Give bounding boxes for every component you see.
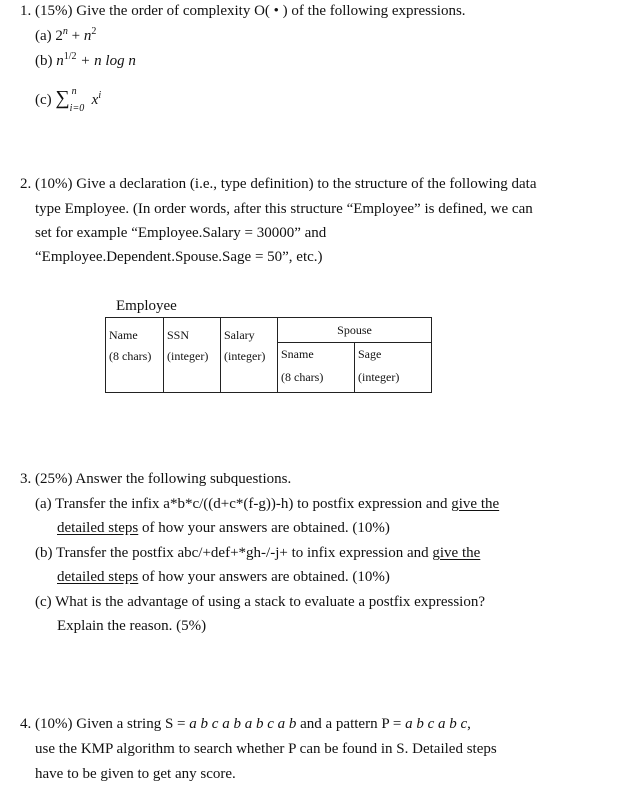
sage-type: (integer) [358, 370, 400, 384]
employee-table-caption: Employee [116, 298, 177, 314]
cell-name [106, 318, 164, 393]
q3-a-underline2: detailed steps [57, 520, 139, 536]
q4-string-s: a b c a b a b c a b [189, 716, 297, 732]
q1-a-exp1: n [62, 26, 68, 37]
cell-sname [278, 343, 355, 393]
cell-ssn [164, 318, 221, 393]
q1-part-c [35, 86, 102, 114]
q1-b-var: n [56, 53, 64, 69]
q4-line3: have to be given to get any score. [35, 766, 236, 782]
spouse-header: Spouse [278, 318, 432, 343]
ssn-type: (integer) [167, 349, 209, 363]
name-header: Name [109, 328, 138, 342]
q3-part-a-line2 [57, 518, 390, 538]
q3-b-text: (b) Transfer the postfix abc/+def+*gh-/-j+ to infix expression and [35, 545, 433, 561]
q1-c-limits [69, 86, 92, 114]
q1-a-exp2: 2 [91, 26, 97, 37]
q4-pattern-p: a b c a b c [405, 716, 468, 732]
q1-c-lower: i=0 [69, 103, 85, 114]
q1-b-exp: 1/2 [63, 51, 77, 62]
sage-header: Sage [358, 347, 382, 361]
employee-table [105, 317, 432, 393]
q3-a-post: of how your answers are obtained. (10%) [138, 520, 390, 536]
q1-c-exp: i [98, 90, 102, 101]
salary-type: (integer) [224, 349, 266, 363]
sname-type: (8 chars) [281, 370, 324, 384]
q1-part-b [35, 51, 136, 71]
q2-line3: set for example “Employee.Salary = 30000” and [35, 225, 327, 241]
q1-c-var: x [91, 92, 99, 108]
q1-b-label: (b) [35, 53, 57, 69]
q2-line2: type Employee. (In order words, after this structure “Employee” is defined, we can [35, 201, 533, 217]
name-type: (8 chars) [109, 349, 152, 363]
q3-part-c-line1: (c) What is the advantage of using a stack to evaluate a postfix expression? [35, 594, 485, 610]
q1-a-var2: n [83, 28, 92, 44]
q3-part-c-line2: Explain the reason. (5%) [57, 618, 207, 634]
q4-comma: , [467, 716, 471, 732]
q3-b-underline2: detailed steps [57, 569, 139, 585]
q1-part-a [35, 26, 96, 46]
q3-b-underline1: give the [432, 545, 481, 561]
q3-part-b-line2 [57, 567, 390, 587]
q3-b-post: of how your answers are obtained. (10%) [138, 569, 390, 585]
sigma-symbol: ∑ [55, 87, 70, 109]
q3-a-text: (a) Transfer the infix a*b*c/((d+c*(f-g))-h) to postfix expression and [35, 496, 452, 512]
sname-header: Sname [281, 347, 314, 361]
q2-line4: “Employee.Dependent.Spouse.Sage = 50”, etc.) [35, 249, 323, 265]
q3-title: 3. (25%) Answer the following subquestions. [20, 471, 292, 487]
q3-part-b-line1 [35, 543, 480, 563]
q1-b-rest: + n log n [76, 53, 136, 69]
q1-a-label: (a) [35, 28, 56, 44]
salary-header: Salary [224, 328, 255, 342]
q1-a-plus: + [67, 28, 84, 44]
q4-line2: use the KMP algorithm to search whether P can be found in S. Detailed steps [35, 741, 497, 757]
q3-a-underline1: give the [451, 496, 500, 512]
ssn-header: SSN [167, 328, 190, 342]
q4-mid: and a pattern P = [296, 716, 406, 732]
q2-line1: 2. (10%) Give a declaration (i.e., type definition) to the structure of the following data [20, 176, 537, 192]
q4-pre: 4. (10%) Given a string S = [20, 716, 190, 732]
q3-part-a-line1 [35, 494, 499, 514]
cell-salary [221, 318, 278, 393]
q1-title: 1. (15%) Give the order of complexity O( • ) of the following expressions. [20, 3, 466, 19]
q4-line1 [20, 714, 471, 734]
cell-sage [355, 343, 432, 393]
q1-a-base: 2 [55, 28, 63, 44]
q1-c-label: (c) [35, 92, 56, 108]
q1-c-upper: n [71, 86, 77, 97]
